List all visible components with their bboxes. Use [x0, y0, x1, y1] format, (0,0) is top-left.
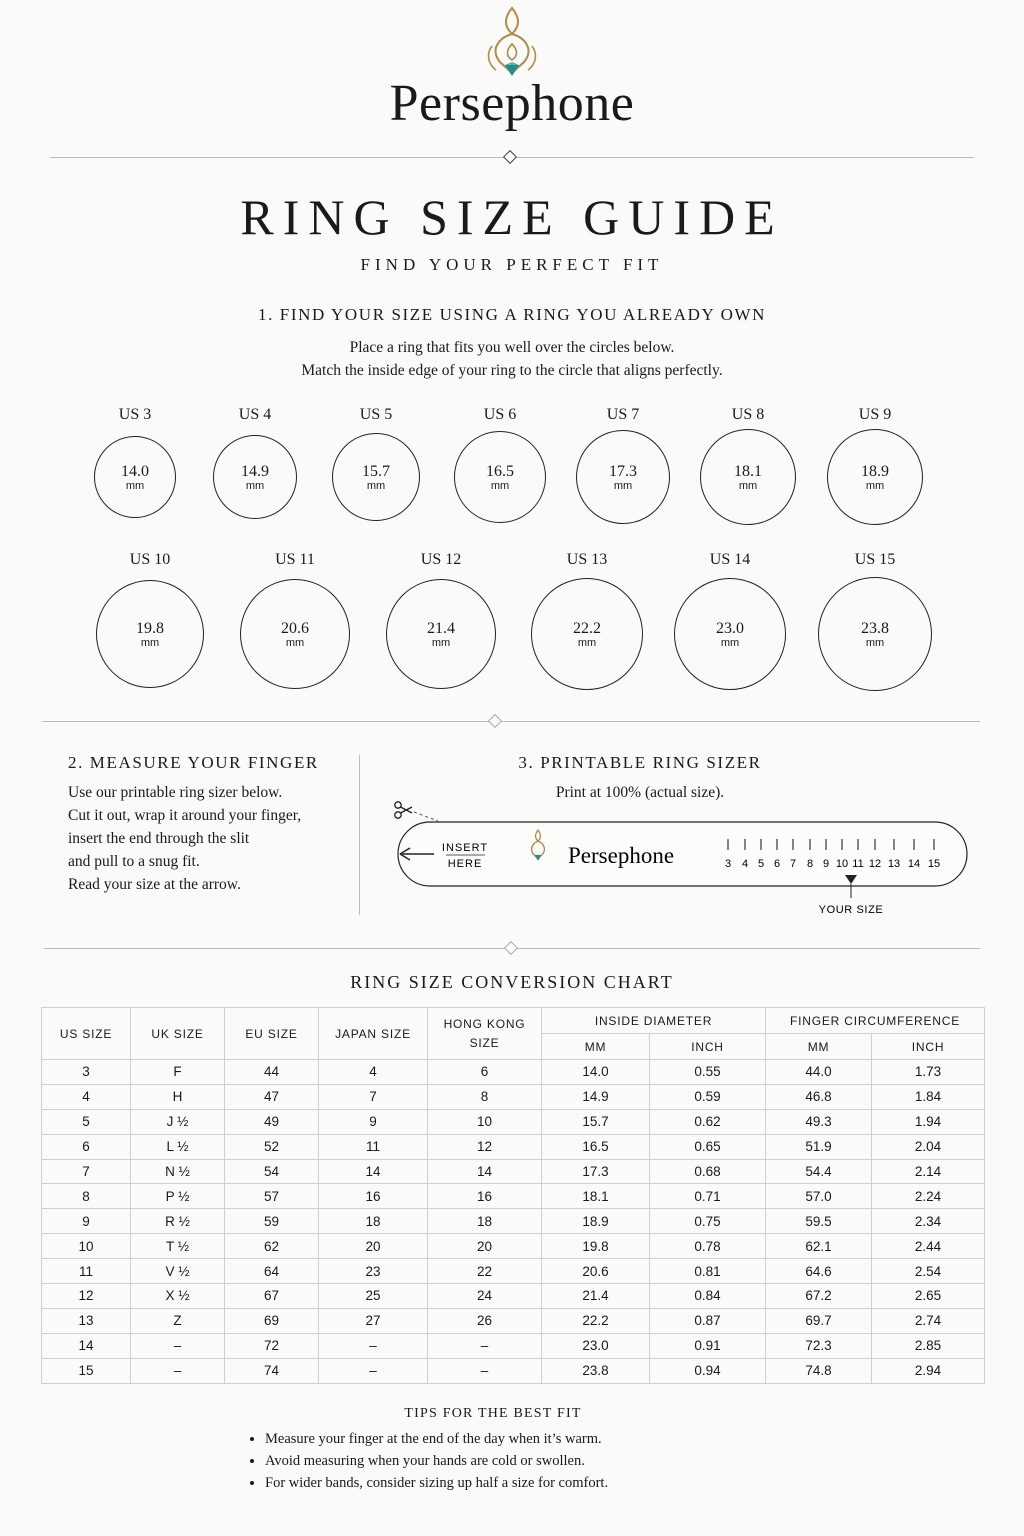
cell-circumference-inch: 2.65 [872, 1284, 985, 1309]
cell-diameter-inch: 0.71 [650, 1184, 766, 1209]
scale-tick-label: 6 [773, 858, 781, 870]
header-diameter-inch: INCH [650, 1034, 766, 1060]
cell-diameter-inch: 0.87 [650, 1308, 766, 1333]
tip-item: • Measure your finger at the end of the day when it’s warm. [265, 1428, 608, 1450]
circle-unit: mm [613, 479, 633, 492]
cell-uk-size: V ½ [131, 1259, 225, 1284]
cell-circumference-mm: 62.1 [766, 1234, 872, 1259]
ring-size-circle [332, 433, 420, 521]
cell-eu-size: 74 [225, 1358, 319, 1383]
section1-line2: Match the inside edge of your ring to the circle that aligns perfectly. [301, 362, 723, 379]
ring-size-circle [674, 578, 786, 690]
cell-circumference-inch: 2.94 [872, 1358, 985, 1383]
cell-hong-kong-size: 26 [428, 1308, 542, 1333]
scale-tick-label: 7 [789, 858, 797, 870]
cell-uk-size: N ½ [131, 1159, 225, 1184]
ring-size-circle [96, 580, 204, 688]
circle-size-label: US 15 [854, 551, 896, 568]
cell-japan-size: 27 [319, 1308, 428, 1333]
tip-item: • For wider bands, consider sizing up half a size for comfort. [265, 1472, 608, 1494]
cell-diameter-inch: 0.59 [650, 1084, 766, 1109]
ring-size-circle [386, 579, 496, 689]
conversion-table-body [42, 1060, 985, 1384]
cell-us-size: 7 [42, 1159, 131, 1184]
cell-us-size: 12 [42, 1284, 131, 1309]
instruction-line: insert the end through the slit [68, 830, 250, 847]
cell-circumference-mm: 72.3 [766, 1333, 872, 1358]
table-row [42, 1084, 985, 1109]
printable-ring-sizer [390, 795, 980, 925]
cell-circumference-mm: 67.2 [766, 1284, 872, 1309]
header-diameter-mm: MM [542, 1034, 650, 1060]
cell-diameter-inch: 0.78 [650, 1234, 766, 1259]
insert-label: INSERT [441, 842, 489, 854]
divider-diamond-icon [504, 941, 518, 955]
page-subtitle: FIND YOUR PERFECT FIT [360, 255, 664, 274]
ring-size-circle [213, 435, 297, 519]
instruction-line: and pull to a snug fit. [68, 853, 200, 870]
cell-diameter-mm: 21.4 [542, 1284, 650, 1309]
cell-diameter-mm: 23.0 [542, 1333, 650, 1358]
table-row [42, 1333, 985, 1358]
cell-eu-size: 62 [225, 1234, 319, 1259]
conversion-table [41, 1007, 985, 1384]
cell-japan-size: 11 [319, 1134, 428, 1159]
divider-diamond-icon [488, 714, 502, 728]
cell-japan-size: – [319, 1358, 428, 1383]
cell-uk-size: – [131, 1333, 225, 1358]
cell-circumference-mm: 59.5 [766, 1209, 872, 1234]
cell-us-size: 10 [42, 1234, 131, 1259]
instruction-line: Cut it out, wrap it around your finger, [68, 807, 302, 824]
cell-circumference-inch: 2.04 [872, 1134, 985, 1159]
cell-diameter-mm: 14.0 [542, 1060, 650, 1085]
cell-diameter-mm: 22.2 [542, 1308, 650, 1333]
scale-tick-label: 14 [907, 858, 921, 870]
cell-japan-size: 9 [319, 1109, 428, 1134]
section3-note: Print at 100% (actual size). [555, 784, 725, 801]
table-row [42, 1184, 985, 1209]
cell-circumference-inch: 2.74 [872, 1308, 985, 1333]
table-row [42, 1234, 985, 1259]
circle-unit: mm [366, 479, 386, 492]
section2-instructions [68, 781, 301, 896]
cell-diameter-inch: 0.91 [650, 1333, 766, 1358]
cell-circumference-inch: 2.85 [872, 1333, 985, 1358]
table-row [42, 1259, 985, 1284]
cell-hong-kong-size: 6 [428, 1060, 542, 1085]
scale-tick-label: 4 [741, 858, 749, 870]
circle-unit: mm [140, 636, 160, 649]
table-row [42, 1358, 985, 1383]
header-inside-diameter: INSIDE DIAMETER [542, 1008, 766, 1034]
cell-diameter-inch: 0.55 [650, 1060, 766, 1085]
cell-circumference-inch: 1.94 [872, 1109, 985, 1134]
circle-size-label: US 12 [420, 551, 462, 568]
cell-circumference-mm: 44.0 [766, 1060, 872, 1085]
cell-japan-size: 16 [319, 1184, 428, 1209]
cell-hong-kong-size: 24 [428, 1284, 542, 1309]
circle-diameter-value: 20.6 [281, 619, 309, 637]
cell-diameter-inch: 0.94 [650, 1358, 766, 1383]
scale-tick-label: 5 [757, 858, 765, 870]
cell-us-size: 11 [42, 1259, 131, 1284]
brand-name: Persephone [389, 75, 635, 132]
cell-uk-size: J ½ [131, 1109, 225, 1134]
table-row [42, 1308, 985, 1333]
cell-hong-kong-size: 18 [428, 1209, 542, 1234]
circle-unit: mm [738, 479, 758, 492]
ring-size-circle [240, 579, 350, 689]
circle-unit: mm [577, 636, 597, 649]
circle-size-label: US 11 [275, 551, 315, 568]
circle-size-label: US 10 [129, 551, 171, 568]
tips-list-wrapper [250, 1428, 608, 1494]
instruction-line: Use our printable ring sizer below. [68, 784, 283, 801]
section3-heading: 3. PRINTABLE RING SIZER [518, 753, 762, 772]
circle-diameter-value: 15.7 [362, 462, 390, 480]
tips-list [250, 1428, 608, 1494]
table-row [42, 1209, 985, 1234]
cell-japan-size: 18 [319, 1209, 428, 1234]
cell-uk-size: P ½ [131, 1184, 225, 1209]
cell-circumference-inch: 1.84 [872, 1084, 985, 1109]
ring-size-circle [531, 578, 643, 690]
cell-uk-size: H [131, 1084, 225, 1109]
header-hong-kong-size [428, 1008, 542, 1060]
circle-size-label: US 9 [858, 406, 892, 423]
cell-us-size: 4 [42, 1084, 131, 1109]
circle-diameter-value: 19.8 [136, 619, 164, 637]
ring-size-circle [94, 436, 176, 518]
cell-circumference-mm: 49.3 [766, 1109, 872, 1134]
cell-diameter-inch: 0.65 [650, 1134, 766, 1159]
cell-japan-size: – [319, 1333, 428, 1358]
cell-diameter-inch: 0.75 [650, 1209, 766, 1234]
cell-us-size: 14 [42, 1333, 131, 1358]
divider-diamond-icon [503, 150, 517, 164]
cell-circumference-mm: 46.8 [766, 1084, 872, 1109]
page-title: RING SIZE GUIDE [240, 189, 784, 245]
chart-heading: RING SIZE CONVERSION CHART [350, 972, 674, 992]
your-size-label: YOUR SIZE [818, 904, 884, 916]
table-row [42, 1060, 985, 1085]
cell-hong-kong-size: 8 [428, 1084, 542, 1109]
scale-tick-label: 9 [822, 858, 830, 870]
cell-circumference-mm: 54.4 [766, 1159, 872, 1184]
cell-circumference-mm: 51.9 [766, 1134, 872, 1159]
sizer-brand: Persephone [568, 843, 675, 868]
cell-diameter-mm: 15.7 [542, 1109, 650, 1134]
cell-uk-size: T ½ [131, 1234, 225, 1259]
circle-diameter-value: 23.0 [716, 619, 744, 637]
cell-japan-size: 14 [319, 1159, 428, 1184]
scale-tick-label: 8 [806, 858, 814, 870]
cell-diameter-inch: 0.84 [650, 1284, 766, 1309]
cell-us-size: 8 [42, 1184, 131, 1209]
header-eu-size: EU SIZE [225, 1008, 319, 1060]
circle-size-label: US 3 [118, 406, 152, 423]
circle-diameter-value: 17.3 [609, 462, 637, 480]
cell-diameter-inch: 0.68 [650, 1159, 766, 1184]
table-row [42, 1284, 985, 1309]
circle-size-label: US 8 [731, 406, 765, 423]
cell-eu-size: 57 [225, 1184, 319, 1209]
cell-circumference-mm: 69.7 [766, 1308, 872, 1333]
cell-circumference-inch: 2.14 [872, 1159, 985, 1184]
cell-us-size: 3 [42, 1060, 131, 1085]
table-row [42, 1159, 985, 1184]
header-circumference-inch: INCH [872, 1034, 985, 1060]
cell-diameter-mm: 18.1 [542, 1184, 650, 1209]
here-label: HERE [447, 858, 483, 870]
cell-us-size: 13 [42, 1308, 131, 1333]
cell-us-size: 9 [42, 1209, 131, 1234]
cell-circumference-mm: 64.6 [766, 1259, 872, 1284]
scale-tick-label: 12 [868, 858, 882, 870]
section1-line1: Place a ring that fits you well over the circles below. [349, 339, 675, 356]
circle-size-label: US 5 [359, 406, 393, 423]
cell-eu-size: 67 [225, 1284, 319, 1309]
circle-unit: mm [431, 636, 451, 649]
circle-unit: mm [125, 479, 145, 492]
cell-uk-size: R ½ [131, 1209, 225, 1234]
circle-unit: mm [285, 636, 305, 649]
cell-diameter-mm: 16.5 [542, 1134, 650, 1159]
circle-unit: mm [490, 479, 510, 492]
cell-circumference-mm: 74.8 [766, 1358, 872, 1383]
scale-tick-label: 3 [724, 858, 732, 870]
cell-diameter-mm: 18.9 [542, 1209, 650, 1234]
ring-size-circle [818, 577, 932, 691]
cell-diameter-mm: 14.9 [542, 1084, 650, 1109]
cell-eu-size: 54 [225, 1159, 319, 1184]
cell-hong-kong-size: 14 [428, 1159, 542, 1184]
ring-size-circle [700, 429, 796, 525]
cell-diameter-mm: 17.3 [542, 1159, 650, 1184]
header-circumference-mm: MM [766, 1034, 872, 1060]
circle-diameter-value: 14.0 [121, 462, 149, 480]
tip-item: • Avoid measuring when your hands are cold or swollen. [265, 1450, 608, 1472]
cell-eu-size: 72 [225, 1333, 319, 1358]
cell-japan-size: 4 [319, 1060, 428, 1085]
circle-unit: mm [245, 479, 265, 492]
divider [42, 721, 980, 722]
cell-hong-kong-size: 16 [428, 1184, 542, 1209]
cell-eu-size: 52 [225, 1134, 319, 1159]
circle-unit: mm [865, 636, 885, 649]
cell-japan-size: 25 [319, 1284, 428, 1309]
cell-diameter-inch: 0.81 [650, 1259, 766, 1284]
circle-unit: mm [720, 636, 740, 649]
cell-japan-size: 20 [319, 1234, 428, 1259]
section1-heading: 1. FIND YOUR SIZE USING A RING YOU ALREADY OWN [257, 305, 767, 324]
scale-tick-label: 10 [835, 858, 849, 870]
cell-hong-kong-size: 10 [428, 1109, 542, 1134]
cell-diameter-mm: 23.8 [542, 1358, 650, 1383]
header-us-size: US SIZE [42, 1008, 131, 1060]
header-hong-kong-line1: HONG KONG [443, 1016, 526, 1031]
cell-circumference-inch: 2.44 [872, 1234, 985, 1259]
cell-diameter-inch: 0.62 [650, 1109, 766, 1134]
column-divider [359, 755, 360, 915]
circle-diameter-value: 14.9 [241, 462, 269, 480]
circle-size-label: US 4 [238, 406, 272, 423]
cell-eu-size: 64 [225, 1259, 319, 1284]
circle-diameter-value: 23.8 [861, 619, 889, 637]
scissors-icon [395, 802, 412, 818]
ring-size-circle [827, 429, 923, 525]
circle-diameter-value: 16.5 [486, 462, 514, 480]
cell-us-size: 15 [42, 1358, 131, 1383]
cell-uk-size: Z [131, 1308, 225, 1333]
cell-eu-size: 59 [225, 1209, 319, 1234]
section2-heading: 2. MEASURE YOUR FINGER [68, 753, 319, 772]
circle-diameter-value: 22.2 [573, 619, 601, 637]
instruction-line: Read your size at the arrow. [68, 876, 241, 893]
table-row [42, 1109, 985, 1134]
header-uk-size: UK SIZE [131, 1008, 225, 1060]
cell-us-size: 5 [42, 1109, 131, 1134]
cell-circumference-inch: 2.34 [872, 1209, 985, 1234]
circle-diameter-value: 21.4 [427, 619, 455, 637]
cell-japan-size: 23 [319, 1259, 428, 1284]
cell-eu-size: 69 [225, 1308, 319, 1333]
header-hong-kong-line2: SIZE [469, 1035, 500, 1050]
cell-uk-size: – [131, 1358, 225, 1383]
cell-circumference-inch: 2.24 [872, 1184, 985, 1209]
tips-heading: TIPS FOR THE BEST FIT [404, 1406, 582, 1421]
table-row [42, 1134, 985, 1159]
header-japan-size: JAPAN SIZE [319, 1008, 428, 1060]
cell-japan-size: 7 [319, 1084, 428, 1109]
circle-size-label: US 7 [606, 406, 640, 423]
ring-size-circle [576, 430, 670, 524]
cell-eu-size: 47 [225, 1084, 319, 1109]
cell-diameter-mm: 19.8 [542, 1234, 650, 1259]
ring-size-circle [454, 431, 546, 523]
circle-size-label: US 13 [566, 551, 608, 568]
circle-size-label: US 6 [483, 406, 517, 423]
cell-eu-size: 44 [225, 1060, 319, 1085]
circle-diameter-value: 18.1 [734, 462, 762, 480]
cell-circumference-mm: 57.0 [766, 1184, 872, 1209]
cell-circumference-inch: 2.54 [872, 1259, 985, 1284]
scale-tick-label: 13 [887, 858, 901, 870]
circle-unit: mm [865, 479, 885, 492]
cell-uk-size: X ½ [131, 1284, 225, 1309]
circle-diameter-value: 18.9 [861, 462, 889, 480]
cell-uk-size: F [131, 1060, 225, 1085]
circle-size-label: US 14 [709, 551, 751, 568]
cell-uk-size: L ½ [131, 1134, 225, 1159]
header-finger-circumference: FINGER CIRCUMFERENCE [766, 1008, 985, 1034]
scale-tick-label: 11 [852, 858, 864, 870]
lotus-gem-icon [480, 4, 544, 84]
cell-us-size: 6 [42, 1134, 131, 1159]
cell-hong-kong-size: – [428, 1333, 542, 1358]
scale-tick-label: 15 [927, 858, 941, 870]
cell-circumference-inch: 1.73 [872, 1060, 985, 1085]
cell-hong-kong-size: 22 [428, 1259, 542, 1284]
cell-hong-kong-size: 20 [428, 1234, 542, 1259]
cell-diameter-mm: 20.6 [542, 1259, 650, 1284]
cell-hong-kong-size: – [428, 1358, 542, 1383]
cell-eu-size: 49 [225, 1109, 319, 1134]
cell-hong-kong-size: 12 [428, 1134, 542, 1159]
